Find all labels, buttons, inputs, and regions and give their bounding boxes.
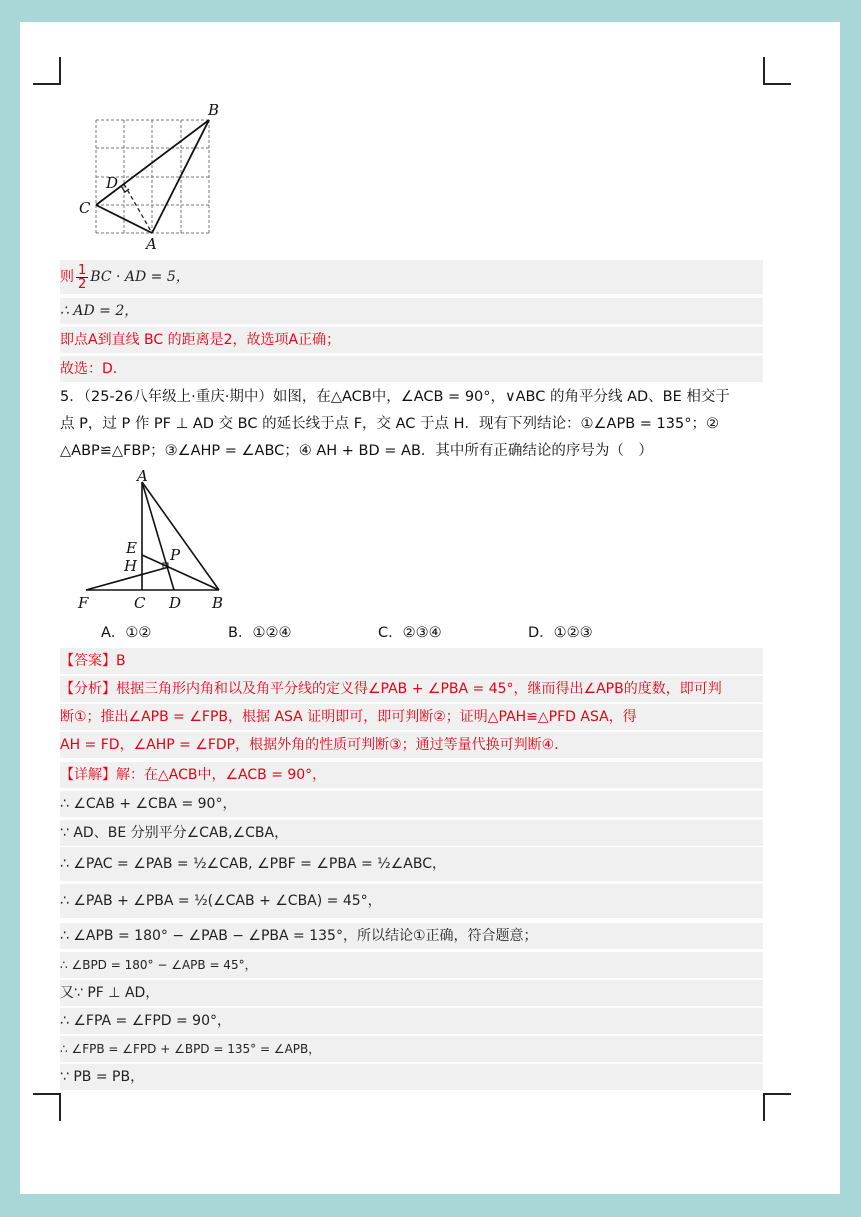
detail-line-6: ∴ ∠APB = 180° − ∠PAB − ∠PBA = 135°，所以结论①正确，符合题意； xyxy=(60,923,763,949)
detail-line-4: ∴ ∠PAC = ∠PAB = ½∠CAB, ∠PBF = ∠PBA = ½∠ABC， xyxy=(60,847,763,881)
analysis-line-2: 断①；推出∠APB = ∠FPB，根据 ASA 证明即可，即可判断②；证明△PAH≌△PFD ASA，得 xyxy=(60,704,763,730)
fig1-label-D: D xyxy=(106,174,119,192)
solution-line-4: 故选：D． xyxy=(60,356,763,382)
answer-line: 【答案】B xyxy=(60,648,763,674)
fig2-label-A: A xyxy=(137,470,148,485)
fig1-label-A: A xyxy=(146,235,157,250)
solution-line-3: 即点A到直线 BC 的距离是2，故选项A正确； xyxy=(60,327,763,353)
detail-line-1: 【详解】解：在△ACB中，∠ACB = 90°， xyxy=(60,762,763,788)
choice-a[interactable]: A．①② xyxy=(101,625,152,641)
detail-line-9: ∴ ∠FPA = ∠FPD = 90°， xyxy=(60,1008,763,1034)
fig2-label-C: C xyxy=(134,594,146,612)
grid-triangle-figure xyxy=(76,100,221,254)
crop-mark-bottom-right xyxy=(763,1093,791,1121)
fig2-label-D: D xyxy=(169,594,182,612)
choice-d[interactable]: D．①②③ xyxy=(528,625,593,641)
fraction-half: $\frac{1}{2}$ xyxy=(78,262,87,292)
choice-c[interactable]: C．②③④ xyxy=(378,625,442,641)
detail-line-3: ∵ AD、BE 分别平分∠CAB,∠CBA， xyxy=(60,820,763,846)
question-line-3: △ABP≌△FBP；③∠AHP = ∠ABC；④ AH + BD = AB．其中所有正确结论的序号为（ ） xyxy=(60,443,653,459)
detail-line-11: ∵ PB = PB， xyxy=(60,1064,763,1090)
detail-line-5: ∴ ∠PAB + ∠PBA = ½(∠CAB + ∠CBA) = 45°， xyxy=(60,884,763,918)
fig2-label-P: P xyxy=(170,546,181,564)
fig2-label-H: H xyxy=(124,557,138,575)
analysis-line-1: 【分析】根据三角形内角和以及角平分线的定义得∠PAB + ∠PBA = 45°，继而得出∠APB的度数，即可判 xyxy=(60,676,763,702)
triangle-bisector-figure xyxy=(76,470,236,619)
solution-line-2: ∴ AD = 2， xyxy=(60,298,763,324)
fig1-label-B: B xyxy=(208,101,220,119)
analysis-line-3: AH = FD，∠AHP = ∠FDP，根据外角的性质可判断③；通过等量代换可判断④． xyxy=(60,732,763,758)
detail-line-2: ∴ ∠CAB + ∠CBA = 90°， xyxy=(60,791,763,817)
solution-line-1: 则 $\frac{1}{2}$ BC · AD = 5， xyxy=(60,260,763,294)
crop-mark-bottom-left xyxy=(33,1093,61,1121)
crop-mark-top-left xyxy=(33,57,61,85)
fig2-label-B: B xyxy=(212,594,224,612)
detail-line-7: ∴ ∠BPD = 180° − ∠APB = 45°， xyxy=(60,952,763,978)
detail-line-8: 又∵ PF ⊥ AD， xyxy=(60,980,763,1006)
question-line-2: 点 P，过 P 作 PF ⊥ AD 交 BC 的延长线于点 F，交 AC 于点 H．现有下列结论：①∠APB = 135°；② xyxy=(60,416,719,432)
fig1-label-C: C xyxy=(79,199,91,217)
detail-line-10: ∴ ∠FPB = ∠FPD + ∠BPD = 135° = ∠APB， xyxy=(60,1036,763,1062)
crop-mark-top-right xyxy=(763,57,791,85)
question-line-1: 5．（25-26八年级上·重庆·期中）如图，在△ACB中，∠ACB = 90°，∨ABC 的角平分线 AD、BE 相交于 xyxy=(60,389,730,405)
choice-b[interactable]: B．①②④ xyxy=(228,625,292,641)
fig2-label-F: F xyxy=(78,594,89,612)
fig2-label-E: E xyxy=(126,539,137,557)
